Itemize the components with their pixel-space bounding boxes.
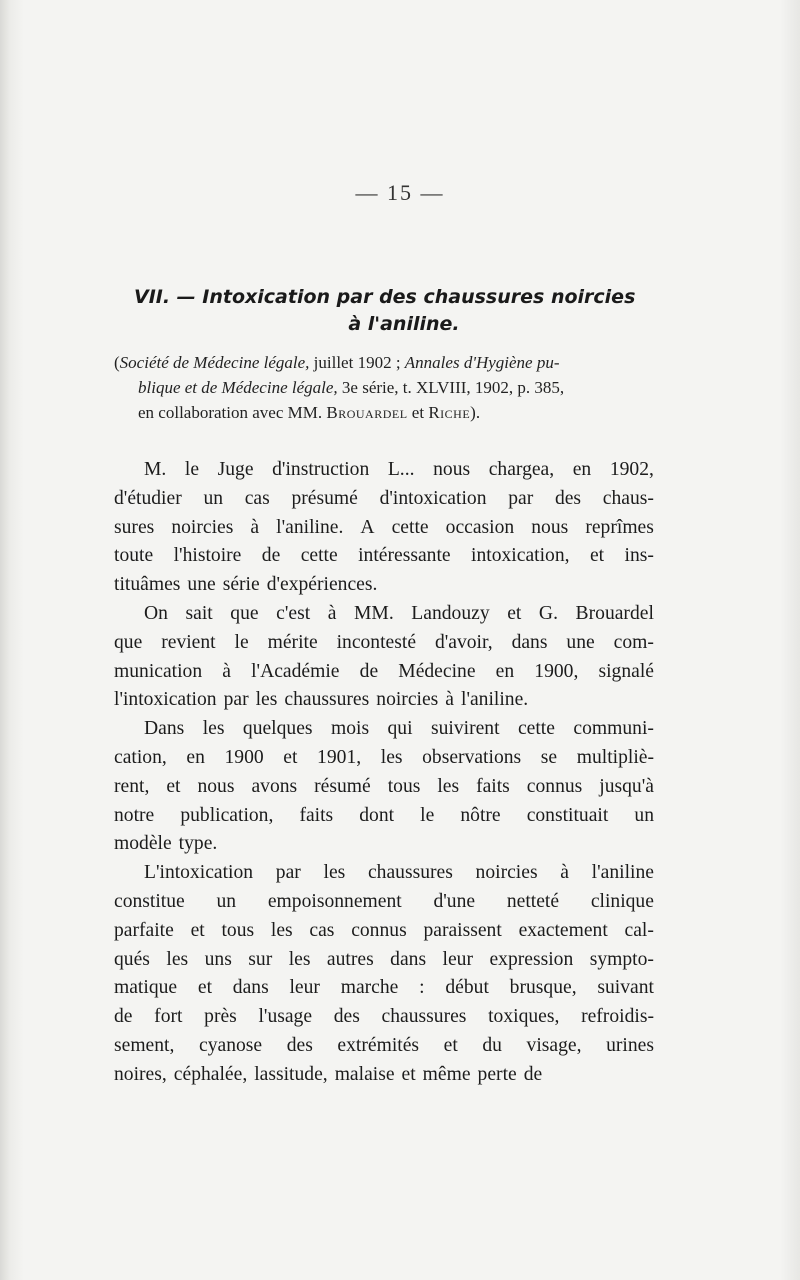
citation-line-1 (114, 350, 654, 375)
text-line: modèle type. (114, 833, 218, 855)
citation-journal-2-end: blique et de Médecine légale, (138, 378, 338, 397)
citation-paren-open: ( (114, 353, 120, 372)
text-line: On sait que c'est à MM. Landouzy et G. Brouardel (144, 602, 654, 624)
text-line: noires, céphalée, lassitude, malaise et même perte de (114, 1063, 543, 1085)
citation-journal-1: Société de Médecine légale, (119, 353, 310, 372)
paragraph (114, 600, 654, 715)
text-line: L'intoxication par les chaussures noircies à l'aniline (144, 862, 654, 884)
citation-paren-close: ). (470, 403, 481, 422)
text-line: tituâmes une série d'expériences. (114, 574, 378, 596)
citation-date: juillet 1902 ; (309, 353, 405, 372)
citation-author-brouardel: Brouardel (326, 403, 408, 422)
text-line: que revient le mérite incontesté d'avoir, dans une com- (114, 631, 654, 653)
citation-collab: en collaboration avec MM. (138, 403, 327, 422)
body-text (114, 456, 654, 1090)
citation-journal-2-start: Annales d'Hygiène pu- (404, 353, 560, 372)
text-line: matique et dans leur marche : début brusque, suivant (114, 977, 654, 999)
citation-and: et (407, 403, 429, 422)
page-number: — 15 — (355, 180, 445, 205)
text-line: munication à l'Académie de Médecine en 1900, signalé (114, 660, 654, 682)
text-line: d'étudier un cas présumé d'intoxication par des chaus- (114, 487, 654, 509)
paragraph (114, 859, 654, 1089)
text-line: constitue un empoisonnement d'une netteté clinique (114, 890, 654, 912)
text-line: parfaite et tous les cas connus paraissent exactement cal- (114, 919, 654, 941)
citation-author-riche: Riche (428, 403, 471, 422)
text-line: notre publication, faits dont le nôtre constituait un (114, 804, 654, 826)
text-line: rent, et nous avons résumé tous les faits connus jusqu'à (114, 775, 654, 797)
citation-volume: 3e série, t. XLVIII, 1902, p. 385, (337, 378, 565, 397)
citation-line-3 (114, 400, 654, 425)
section-heading (134, 284, 654, 338)
paragraph (114, 715, 654, 859)
bibliographic-citation (114, 350, 654, 425)
text-line: Dans les quelques mois qui suivirent cette communi- (144, 718, 654, 740)
text-line: de fort près l'usage des chaussures toxiques, refroidis- (114, 1006, 654, 1028)
text-line: toute l'histoire de cette intéressante intoxication, et ins- (114, 545, 654, 567)
text-line: qués les uns sur les autres dans leur expression sympto- (114, 948, 654, 970)
text-line: cation, en 1900 et 1901, les observations se multipliè- (114, 746, 654, 768)
text-line: sures noircies à l'aniline. A cette occasion nous reprîmes (114, 516, 654, 538)
text-line: l'intoxication par les chaussures noircies à l'aniline. (114, 689, 529, 711)
section-heading-line-1: VII. — Intoxication par des chaussures noircies (134, 286, 636, 308)
text-line: sement, cyanose des extrémités et du visage, urines (114, 1034, 654, 1056)
paragraph (114, 456, 654, 600)
citation-line-2 (114, 375, 654, 400)
section-heading-line-2: à l'aniline. (348, 313, 460, 335)
text-line: M. le Juge d'instruction L... nous chargea, en 1902, (144, 459, 654, 480)
